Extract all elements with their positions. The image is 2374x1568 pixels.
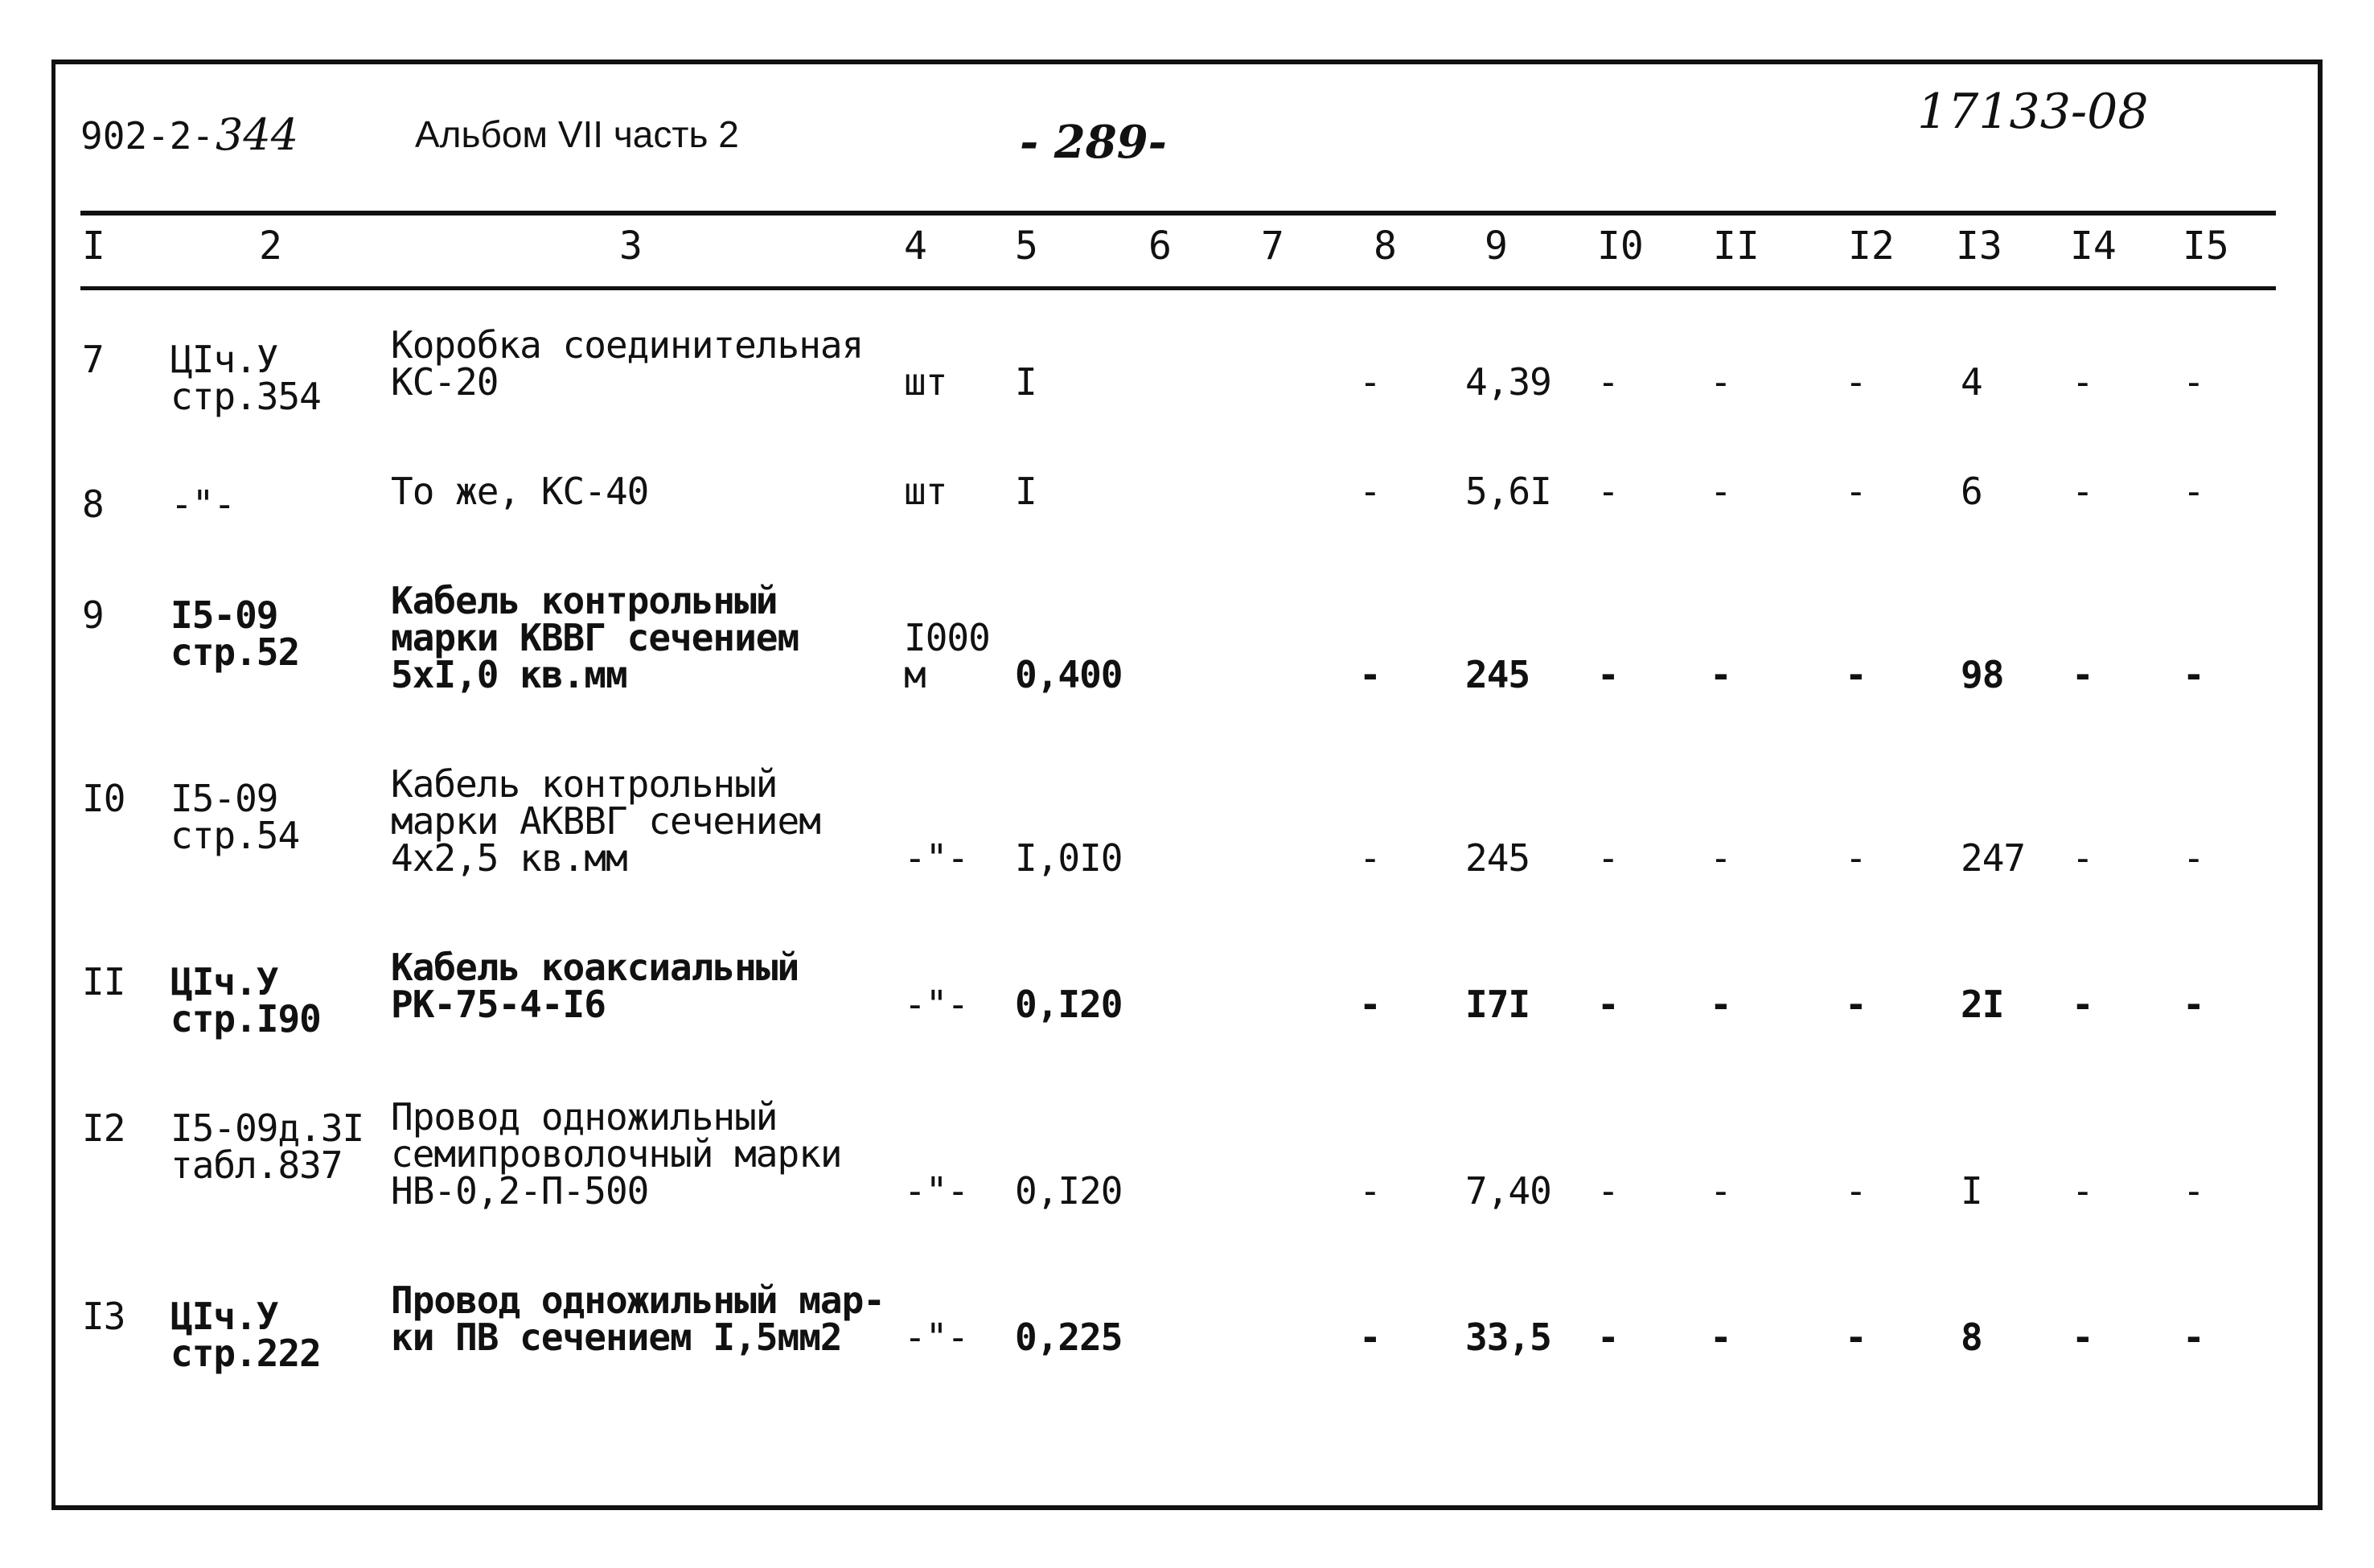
reference-line-1: ЦIч.У — [170, 1295, 278, 1338]
col-15-value: - — [2183, 470, 2204, 513]
row-number: 7 — [82, 338, 104, 381]
col-9-value: 5,6I — [1465, 470, 1551, 513]
reference-line-2: стр.354 — [170, 375, 321, 418]
description-line-2: семипроволочный марки — [391, 1132, 842, 1176]
unit-line-1: I000 — [904, 616, 990, 659]
col-8-value: - — [1359, 360, 1381, 404]
reference-line-1: I5-09д.3I — [170, 1106, 364, 1150]
quantity: 0,400 — [1015, 653, 1123, 696]
row-number: 8 — [82, 482, 104, 526]
col-12-value: - — [1845, 360, 1867, 404]
description-line-1: Кабель контрольный — [391, 762, 778, 806]
col-10-value: - — [1597, 983, 1619, 1026]
description-line-1: Кабель контрольный — [391, 579, 778, 622]
col-9-value: 33,5 — [1465, 1316, 1551, 1359]
unit: -"- — [904, 1169, 969, 1213]
col-8-value: - — [1359, 653, 1381, 696]
column-number: II — [1713, 224, 1760, 269]
unit: -"- — [904, 983, 969, 1026]
project-code-handwritten: 344 — [216, 109, 299, 160]
col-15-value: - — [2183, 983, 2204, 1026]
col-9-value: 7,40 — [1465, 1169, 1551, 1213]
column-number: 8 — [1374, 224, 1397, 269]
col-10-value: - — [1597, 653, 1619, 696]
col-8-value: - — [1359, 836, 1381, 880]
col-11-value: - — [1710, 470, 1731, 513]
col-13-value: 6 — [1961, 470, 1982, 513]
col-15-value: - — [2183, 1169, 2204, 1213]
row-number: II — [82, 960, 125, 1004]
description-line-1: Провод одножильный мар- — [391, 1279, 885, 1322]
quantity: I,0I0 — [1015, 836, 1123, 880]
row-number: 9 — [82, 593, 104, 637]
description-line-1: Провод одножильный — [391, 1095, 778, 1139]
column-number: I3 — [1956, 224, 2002, 269]
column-number: I — [82, 224, 105, 269]
col-15-value: - — [2183, 1316, 2204, 1359]
description-line-3: НВ-0,2-П-500 — [391, 1169, 649, 1213]
column-number: I5 — [2183, 224, 2229, 269]
col-8-value: - — [1359, 1316, 1381, 1359]
col-11-value: - — [1710, 836, 1731, 880]
col-13-value: 247 — [1961, 836, 2026, 880]
row-number: I0 — [82, 777, 125, 820]
project-code: 902-2- — [80, 114, 215, 158]
album-label: Альбом VII часть 2 — [415, 113, 739, 155]
col-9-value: 4,39 — [1465, 360, 1551, 404]
col-10-value: - — [1597, 470, 1619, 513]
row-number: I3 — [82, 1295, 125, 1338]
col-8-value: - — [1359, 470, 1381, 513]
page-number: - 289- — [1020, 116, 1167, 169]
col-15-value: - — [2183, 653, 2204, 696]
document-number: 17133-08 — [1917, 84, 2149, 140]
reference-line-2: табл.837 — [170, 1143, 343, 1187]
col-8-value: - — [1359, 983, 1381, 1026]
reference-line-1: I5-09 — [170, 593, 278, 637]
unit: -"- — [904, 1316, 969, 1359]
col-13-value: I — [1961, 1169, 1982, 1213]
reference-line-2: стр.54 — [170, 814, 300, 857]
col-12-value: - — [1845, 653, 1867, 696]
column-number: 9 — [1485, 224, 1508, 269]
col-14-value: - — [2072, 983, 2093, 1026]
col-10-value: - — [1597, 1169, 1619, 1213]
quantity: I — [1015, 360, 1037, 404]
quantity: I — [1015, 470, 1037, 513]
reference-line-2: стр.222 — [170, 1332, 321, 1375]
col-9-value: I7I — [1465, 983, 1530, 1026]
col-14-value: - — [2072, 653, 2093, 696]
col-14-value: - — [2072, 360, 2093, 404]
description-line-3: 5хI,0 кв.мм — [391, 653, 627, 696]
col-13-value: 8 — [1961, 1316, 1982, 1359]
header-rule-bottom — [80, 286, 2276, 290]
col-11-value: - — [1710, 653, 1731, 696]
description-line-2: марки АКВВГ сечением — [391, 799, 820, 843]
quantity: 0,I20 — [1015, 983, 1123, 1026]
col-12-value: - — [1845, 836, 1867, 880]
col-14-value: - — [2072, 1169, 2093, 1213]
description-line-3: 4х2,5 кв.мм — [391, 836, 627, 880]
col-10-value: - — [1597, 1316, 1619, 1359]
column-number: 4 — [904, 224, 927, 269]
col-13-value: 98 — [1961, 653, 2004, 696]
col-10-value: - — [1597, 360, 1619, 404]
description-line-2: КС-20 — [391, 360, 499, 404]
description-line-3: То же, КС-40 — [391, 470, 649, 513]
column-number: 5 — [1015, 224, 1038, 269]
description-line-2: марки КВВГ сечением — [391, 616, 799, 659]
column-number: 2 — [259, 224, 282, 269]
col-9-value: 245 — [1465, 836, 1530, 880]
reference-line-2: стр.52 — [170, 630, 300, 674]
column-number: 3 — [619, 224, 643, 269]
column-number: I4 — [2070, 224, 2117, 269]
quantity: 0,225 — [1015, 1316, 1123, 1359]
col-14-value: - — [2072, 1316, 2093, 1359]
reference-line-2: стр.I90 — [170, 997, 321, 1041]
column-number: I2 — [1848, 224, 1895, 269]
column-number: 6 — [1148, 224, 1172, 269]
col-14-value: - — [2072, 836, 2093, 880]
col-14-value: - — [2072, 470, 2093, 513]
header-rule-top — [80, 211, 2276, 215]
row-number: I2 — [82, 1106, 125, 1150]
col-11-value: - — [1710, 360, 1731, 404]
unit: шт — [904, 360, 947, 404]
col-11-value: - — [1710, 1169, 1731, 1213]
reference-line-1: ЦIч.У — [170, 338, 278, 381]
col-11-value: - — [1710, 983, 1731, 1026]
col-12-value: - — [1845, 1169, 1867, 1213]
unit: шт — [904, 470, 947, 513]
description-line-2: ки ПВ сечением I,5мм2 — [391, 1316, 842, 1359]
col-12-value: - — [1845, 470, 1867, 513]
description-line-1: Коробка соединительная — [391, 323, 864, 367]
quantity: 0,I20 — [1015, 1169, 1123, 1213]
col-11-value: - — [1710, 1316, 1731, 1359]
column-number: 7 — [1261, 224, 1284, 269]
col-15-value: - — [2183, 836, 2204, 880]
col-13-value: 4 — [1961, 360, 1982, 404]
col-9-value: 245 — [1465, 653, 1530, 696]
reference-line-1: I5-09 — [170, 777, 278, 820]
col-15-value: - — [2183, 360, 2204, 404]
unit: м — [904, 653, 926, 696]
column-number: I0 — [1597, 224, 1644, 269]
col-8-value: - — [1359, 1169, 1381, 1213]
col-12-value: - — [1845, 1316, 1867, 1359]
col-10-value: - — [1597, 836, 1619, 880]
col-12-value: - — [1845, 983, 1867, 1026]
reference-line-1: ЦIч.У — [170, 960, 278, 1004]
reference-line-1: -"- — [170, 482, 236, 526]
col-13-value: 2I — [1961, 983, 2004, 1026]
description-line-2: РК-75-4-I6 — [391, 983, 606, 1026]
description-line-1: Кабель коаксиальный — [391, 946, 799, 989]
unit: -"- — [904, 836, 969, 880]
